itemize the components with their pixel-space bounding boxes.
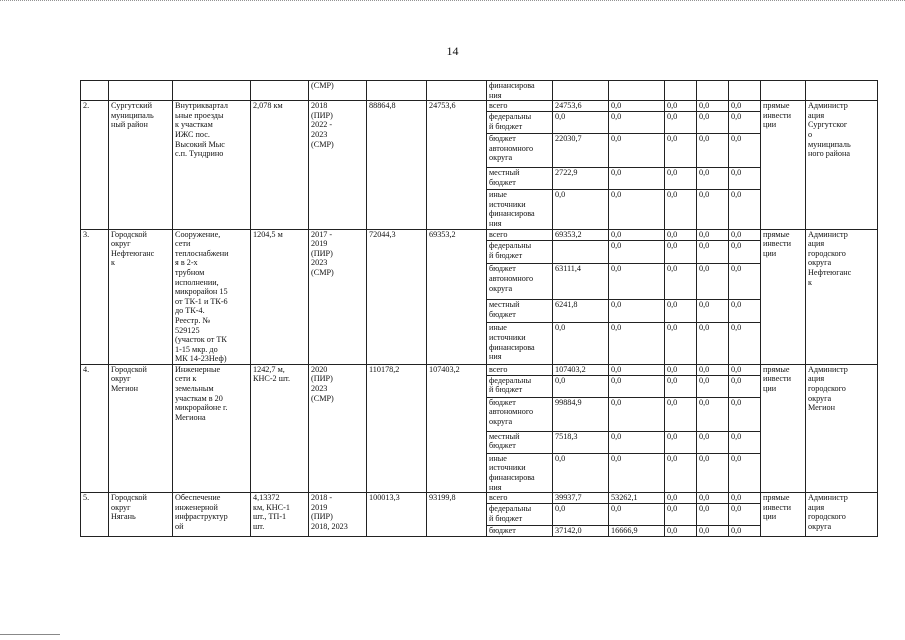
table-cell bbox=[109, 81, 173, 101]
cell-source: иные источники финансирова ния bbox=[487, 190, 553, 229]
table-row bbox=[81, 493, 878, 504]
cell-amount: 63111,4 bbox=[553, 264, 609, 300]
cell-amount: 0,0 bbox=[729, 323, 761, 365]
cell-amount: 0,0 bbox=[609, 504, 665, 526]
cell-amount: 0,0 bbox=[697, 190, 729, 229]
cell-source: всего bbox=[487, 493, 553, 504]
cell-amount: 69353,2 bbox=[553, 229, 609, 241]
cell-source: местный бюджет bbox=[487, 300, 553, 323]
cell-amount: 0,0 bbox=[665, 493, 697, 504]
cell-amount: 0,0 bbox=[697, 526, 729, 537]
cell-amount: 0,0 bbox=[729, 397, 761, 431]
cell-remaining: 107403,2 bbox=[427, 364, 487, 492]
cell-customer: Администр ация городского округа Мегион bbox=[806, 364, 878, 492]
cell-municipality: Городской округ Нефтеюганс к bbox=[109, 229, 173, 364]
cell-amount: 0,0 bbox=[697, 323, 729, 365]
table-row bbox=[81, 364, 878, 375]
cell-municipality: Городской округ Мегион bbox=[109, 364, 173, 492]
cell-amount: 0,0 bbox=[665, 526, 697, 537]
cell-no: 3. bbox=[81, 229, 109, 364]
cell-municipality: Городской округ Нягань bbox=[109, 493, 173, 537]
cell-amount: 0,0 bbox=[697, 431, 729, 453]
cell-amount: 0,0 bbox=[609, 101, 665, 112]
cell-amount: 24753,6 bbox=[553, 101, 609, 112]
cell-no: 5. bbox=[81, 493, 109, 537]
cell-amount: 0,0 bbox=[697, 241, 729, 264]
cell-amount: 0,0 bbox=[729, 168, 761, 190]
cell-amount: 0,0 bbox=[665, 375, 697, 397]
cell-object: Инженерные сети к земельным участкам в 20 микрорайоне г. Мегиона bbox=[173, 364, 251, 492]
table-cell: финансирова ния bbox=[487, 81, 553, 101]
cell-source: федеральны й бюджет bbox=[487, 504, 553, 526]
table-cell bbox=[367, 81, 427, 101]
cell-amount: 0,0 bbox=[697, 229, 729, 241]
cell-amount: 0,0 bbox=[729, 453, 761, 492]
cell-invest-type: прямые инвести ции bbox=[761, 493, 806, 537]
cell-amount: 0,0 bbox=[609, 190, 665, 229]
cell-object: Обеспечение инженерной инфраструктур ой bbox=[173, 493, 251, 537]
cell-amount bbox=[553, 241, 609, 264]
cell-amount: 22030,7 bbox=[553, 134, 609, 168]
cell-capacity: 1204,5 м bbox=[251, 229, 309, 364]
cell-amount: 107403,2 bbox=[553, 364, 609, 375]
cell-amount: 0,0 bbox=[665, 397, 697, 431]
cell-source: бюджет автономного округа bbox=[487, 264, 553, 300]
cell-amount: 0,0 bbox=[697, 112, 729, 134]
cell-period: 2018 (ПИР) 2022 - 2023 (СМР) bbox=[309, 101, 367, 229]
cell-amount: 0,0 bbox=[697, 375, 729, 397]
table-cell bbox=[427, 81, 487, 101]
table-row bbox=[81, 229, 878, 241]
cell-amount: 0,0 bbox=[697, 134, 729, 168]
cell-remaining: 24753,6 bbox=[427, 101, 487, 229]
cell-amount: 53262,1 bbox=[609, 493, 665, 504]
table-cell bbox=[665, 81, 697, 101]
cell-total-cost: 100013,3 bbox=[367, 493, 427, 537]
cell-amount: 0,0 bbox=[609, 375, 665, 397]
cell-amount: 0,0 bbox=[665, 101, 697, 112]
cell-amount: 37142,0 bbox=[553, 526, 609, 537]
cell-source: бюджет автономного округа bbox=[487, 397, 553, 431]
cell-amount: 0,0 bbox=[729, 431, 761, 453]
cell-amount: 0,0 bbox=[609, 241, 665, 264]
cell-amount: 0,0 bbox=[665, 229, 697, 241]
cell-amount: 0,0 bbox=[609, 300, 665, 323]
cell-customer: Администр ация Сургутског о муниципаль ного района bbox=[806, 101, 878, 229]
cell-total-cost: 88864,8 bbox=[367, 101, 427, 229]
cell-period: 2020 (ПИР) 2023 (СМР) bbox=[309, 364, 367, 492]
cell-source: иные источники финансирова ния bbox=[487, 323, 553, 365]
cell-amount: 0,0 bbox=[609, 453, 665, 492]
cell-source: бюджет bbox=[487, 526, 553, 537]
cell-no: 4. bbox=[81, 364, 109, 492]
table-cell bbox=[81, 81, 109, 101]
cell-invest-type: прямые инвести ции bbox=[761, 229, 806, 364]
cell-amount: 0,0 bbox=[697, 504, 729, 526]
cell-municipality: Сургутский муниципаль ный район bbox=[109, 101, 173, 229]
cell-amount: 0,0 bbox=[729, 134, 761, 168]
cell-remaining: 69353,2 bbox=[427, 229, 487, 364]
cell-capacity: 1242,7 м, КНС-2 шт. bbox=[251, 364, 309, 492]
cell-customer: Администр ация городского округа Нефтеюганс к bbox=[806, 229, 878, 364]
table-row bbox=[81, 101, 878, 112]
cell-amount: 0,0 bbox=[665, 323, 697, 365]
cell-amount: 39937,7 bbox=[553, 493, 609, 504]
cell-amount: 0,0 bbox=[697, 168, 729, 190]
cell-source: бюджет автономного округа bbox=[487, 134, 553, 168]
cell-amount: 0,0 bbox=[729, 300, 761, 323]
table-cell: (СМР) bbox=[309, 81, 367, 101]
table-cell bbox=[609, 81, 665, 101]
cell-amount: 0,0 bbox=[609, 323, 665, 365]
cell-amount: 0,0 bbox=[697, 364, 729, 375]
cell-remaining: 93199,8 bbox=[427, 493, 487, 537]
cell-source: всего bbox=[487, 229, 553, 241]
cell-amount: 0,0 bbox=[697, 397, 729, 431]
cell-source: всего bbox=[487, 101, 553, 112]
cell-amount: 0,0 bbox=[665, 431, 697, 453]
cell-amount: 0,0 bbox=[609, 397, 665, 431]
cell-amount: 0,0 bbox=[697, 300, 729, 323]
cell-no: 2. bbox=[81, 101, 109, 229]
cell-amount: 0,0 bbox=[665, 300, 697, 323]
cell-amount: 0,0 bbox=[609, 134, 665, 168]
cell-period: 2018 - 2019 (ПИР) 2018, 2023 bbox=[309, 493, 367, 537]
cell-amount: 0,0 bbox=[665, 190, 697, 229]
cell-amount: 7518,3 bbox=[553, 431, 609, 453]
cell-amount: 0,0 bbox=[553, 375, 609, 397]
cell-amount: 0,0 bbox=[665, 168, 697, 190]
table-cell bbox=[173, 81, 251, 101]
cell-amount: 0,0 bbox=[729, 264, 761, 300]
cell-amount: 0,0 bbox=[729, 101, 761, 112]
page-number: 14 bbox=[446, 44, 459, 58]
table-row bbox=[81, 81, 878, 101]
scan-artifact-line bbox=[0, 0, 905, 5]
cell-amount: 0,0 bbox=[553, 504, 609, 526]
cell-amount: 0,0 bbox=[665, 264, 697, 300]
cell-amount: 0,0 bbox=[729, 526, 761, 537]
cell-amount: 0,0 bbox=[609, 112, 665, 134]
cell-period: 2017 - 2019 (ПИР) 2023 (СМР) bbox=[309, 229, 367, 364]
cell-amount: 0,0 bbox=[729, 493, 761, 504]
cell-amount: 0,0 bbox=[697, 264, 729, 300]
cell-amount: 99884,9 bbox=[553, 397, 609, 431]
cell-amount: 2722,9 bbox=[553, 168, 609, 190]
cell-amount: 0,0 bbox=[609, 168, 665, 190]
cell-amount: 0,0 bbox=[553, 190, 609, 229]
cell-object: Внутриквартал ьные проезды к участкам ИЖС пос. Высокий Мыс с.п. Тундрино bbox=[173, 101, 251, 229]
cell-source: федеральны й бюджет bbox=[487, 241, 553, 264]
cell-amount: 0,0 bbox=[553, 323, 609, 365]
cell-amount: 0,0 bbox=[729, 229, 761, 241]
cell-amount: 16666,9 bbox=[609, 526, 665, 537]
cell-amount: 0,0 bbox=[609, 264, 665, 300]
cell-amount: 0,0 bbox=[553, 453, 609, 492]
cell-amount: 0,0 bbox=[665, 134, 697, 168]
cell-amount: 0,0 bbox=[729, 241, 761, 264]
cell-total-cost: 110178,2 bbox=[367, 364, 427, 492]
cell-amount: 6241,8 bbox=[553, 300, 609, 323]
cell-total-cost: 72044,3 bbox=[367, 229, 427, 364]
cell-amount: 0,0 bbox=[697, 493, 729, 504]
cell-amount: 0,0 bbox=[665, 241, 697, 264]
financing-table bbox=[80, 80, 878, 537]
cell-customer: Администр ация городского округа bbox=[806, 493, 878, 537]
cell-source: всего bbox=[487, 364, 553, 375]
cell-source: федеральны й бюджет bbox=[487, 112, 553, 134]
table-cell bbox=[761, 81, 806, 101]
cell-invest-type: прямые инвести ции bbox=[761, 364, 806, 492]
cell-invest-type: прямые инвести ции bbox=[761, 101, 806, 229]
table-cell bbox=[729, 81, 761, 101]
cell-amount: 0,0 bbox=[729, 190, 761, 229]
table-cell bbox=[697, 81, 729, 101]
cell-source: местный бюджет bbox=[487, 431, 553, 453]
cell-source: местный бюджет bbox=[487, 168, 553, 190]
cell-amount: 0,0 bbox=[665, 504, 697, 526]
footer-rule bbox=[0, 634, 60, 635]
cell-amount: 0,0 bbox=[665, 453, 697, 492]
cell-amount: 0,0 bbox=[553, 112, 609, 134]
cell-amount: 0,0 bbox=[729, 504, 761, 526]
cell-amount: 0,0 bbox=[609, 229, 665, 241]
table-cell bbox=[553, 81, 609, 101]
cell-amount: 0,0 bbox=[729, 112, 761, 134]
cell-source: иные источники финансирова ния bbox=[487, 453, 553, 492]
cell-source: федеральны й бюджет bbox=[487, 375, 553, 397]
cell-capacity: 4,13372 км, КНС-1 шт., ТП-1 шт. bbox=[251, 493, 309, 537]
cell-amount: 0,0 bbox=[665, 112, 697, 134]
cell-amount: 0,0 bbox=[729, 375, 761, 397]
table-cell bbox=[251, 81, 309, 101]
cell-object: Сооружение, сети теплоснабжени я в 2-х трубном исполнении, микрорайон 15 от ТК-1 и ТК-6 до ТК-4. Реестр. № 529125 (участок от ТК 1-15 мкр. до МК 14-23Неф) bbox=[173, 229, 251, 364]
cell-amount: 0,0 bbox=[609, 364, 665, 375]
table-cell bbox=[806, 81, 878, 101]
cell-amount: 0,0 bbox=[697, 101, 729, 112]
cell-amount: 0,0 bbox=[609, 431, 665, 453]
cell-amount: 0,0 bbox=[729, 364, 761, 375]
cell-amount: 0,0 bbox=[665, 364, 697, 375]
cell-capacity: 2,078 км bbox=[251, 101, 309, 229]
cell-amount: 0,0 bbox=[697, 453, 729, 492]
